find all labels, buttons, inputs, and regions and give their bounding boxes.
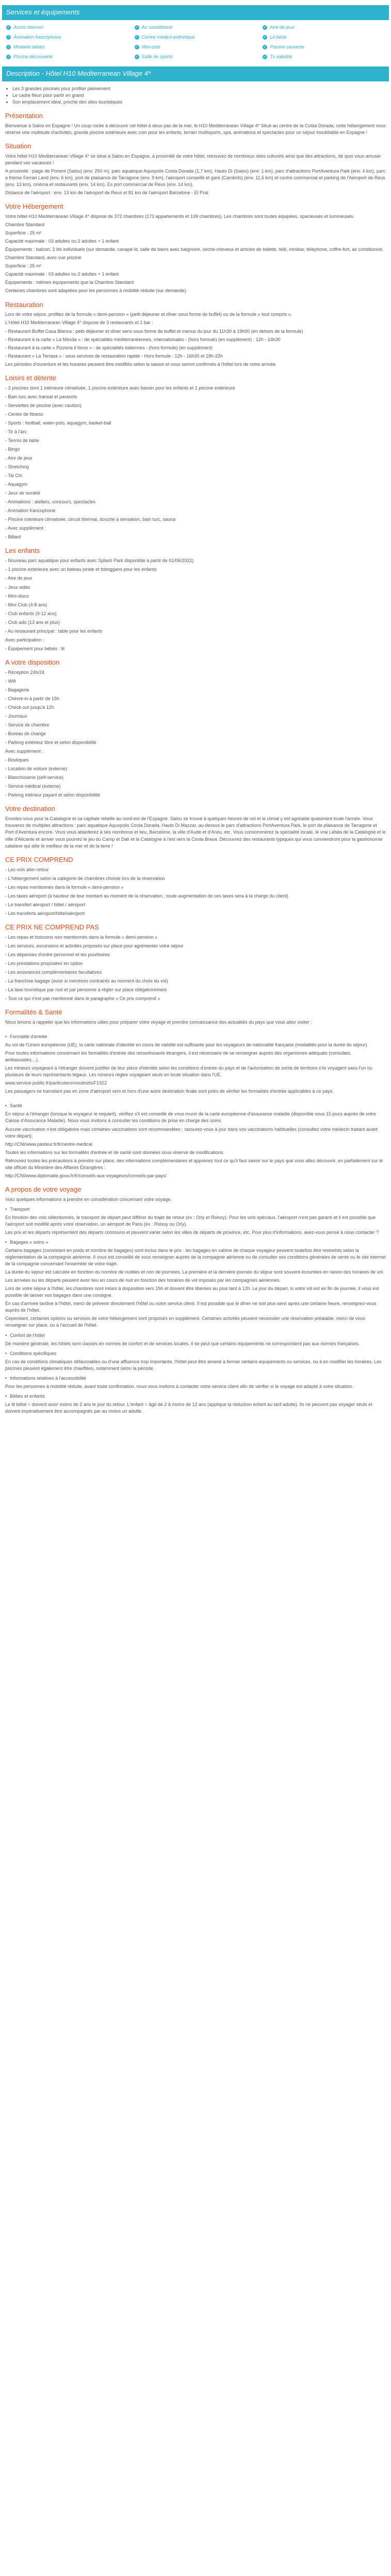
bullet-heading: • Confort de l'hôtel bbox=[5, 1332, 386, 1339]
list-item: - Service médical (externe) bbox=[5, 784, 61, 789]
list-item: - Serviettes de piscine (avec caution) bbox=[5, 402, 82, 408]
list-item: - Aire de jeux bbox=[5, 455, 32, 461]
bullet-heading: • Informations relatives à l'accessibilité bbox=[5, 1375, 386, 1382]
paragraph: Votre hôtel H10 Mediterranean Village 4* se situe à Salou en Espagne, à proximité de votre hôtel, retrouvez de nombreux sites culturels ainsi que des attractions, de quoi vous amuser pendant vos vacances ! bbox=[5, 153, 381, 165]
check-icon: ✓ bbox=[135, 25, 139, 29]
list-item: - Équipement pour bébés : lit bbox=[5, 646, 65, 651]
amenity-label: Air conditionné bbox=[141, 24, 173, 30]
section-heading: Votre destination bbox=[5, 805, 55, 813]
paragraph: Superficie : 25 m² bbox=[5, 263, 42, 269]
amenity-label: Piscine couverte bbox=[270, 44, 304, 49]
list-item: - Jeux vidéo bbox=[5, 584, 30, 590]
section-heading: CE PRIX COMPREND bbox=[5, 855, 73, 863]
list-item: - Bain turc avec transat et parasols bbox=[5, 394, 77, 399]
list-item: - Journaux bbox=[5, 714, 27, 719]
list-item: - Parking intérieur payant et selon disponibilité bbox=[5, 792, 101, 798]
amenity-item bbox=[135, 44, 258, 50]
paragraph: Distance de l'aéroport : env. 13 km de l'aéroport de Reus et 81 km de l'aéroport Barcelone - El Prat bbox=[5, 190, 208, 196]
list-item: - Bagagerie bbox=[5, 687, 29, 692]
list-item: - La franchise bagage (avoir si membres contraints au moment du choix du vol) bbox=[5, 978, 168, 984]
list-item: - Les vols aller-retour bbox=[5, 867, 49, 872]
list-item: - Blanchisserie (self-service) bbox=[5, 775, 64, 781]
paragraph: En séjour à l'étranger (lorsque le voyageur le requiert), vérifiez s'il est conseillé de vous munir de la carte européenne d'assurance maladie (disponible sous 15 jours auprès de votre Caisse d'Assurance Maladie). Nous vous invitons à consulter les conditions de prise en charge des soins. bbox=[5, 1111, 377, 1124]
paragraph: A proximité : plage de Ponent (Salou) (env. 250 m), parc aquatique Aquopolis Costa Dorada (1,7 km), Hauts Di (Salou) (env. 1 km), parc d'attractions PortAventura Park (env. 4 km), parc a thème Ferrari Land (env. 6 km), port de plaisance de Tarragone (env. 9 km), l'aéroport conseillé et gare (Cambrils) (env. 11,6 km) et centre commercial et parking de l'Aéroport de Reus (env. 13 km), cinéma et restaurants (env. 14 km), Es port commercial de Reus (env. 14 km). bbox=[5, 168, 386, 188]
amenity-label: Animation francophone bbox=[13, 34, 61, 40]
paragraph: Superficie : 25 m² bbox=[5, 230, 42, 236]
amenity-label: Salle de sports bbox=[141, 54, 173, 59]
amenity-label: Accès Internet bbox=[13, 24, 43, 30]
paragraph: Votre hôtel H10 Mediterranean Village 4* dispose de 372 chambres (173 appartements et 199 chambres). Les chambres sont toutes équipées, spacieuses et lumineuses. bbox=[5, 214, 354, 219]
highlight-item: • Le cadre fleuri pour partir en grand bbox=[12, 92, 386, 99]
highlight-item: • Son emplacement idéal, proche des sites touristiques bbox=[12, 99, 386, 106]
amenity-item bbox=[263, 54, 386, 60]
list-item: - Bingo bbox=[5, 446, 20, 452]
paragraph: Bienvenue à Salou en Espagne ! Un coup rocke à découvrir cet hôtel à deux pas de la mer, le H10 Mediterranean Village 4* Situé au centre de la Costa Dorada, cette hébergement vous réserve une multitude d'activités, grande piscine extérieure avec coin pour les enfants, terrain multisports, spa, animations et spectacles pour un séjour inoubliable en Espagne ! bbox=[5, 123, 386, 135]
list-item: - Les services, excursions et activités proposés sur place pour agrémenter votre séjour bbox=[5, 943, 184, 948]
paragraph: Les prix et les départs représentent des départs communs et peuvent varier selon les villes de départs de province, etc. Pour plus d'informations, avez-vous pensé à nous contacter ? bbox=[5, 1229, 379, 1235]
section-heading: Loisirs et détente bbox=[5, 374, 57, 382]
list-item: - Club enfants (9-12 ans) bbox=[5, 611, 57, 616]
list-item: - Stretching bbox=[5, 464, 29, 470]
item-list bbox=[5, 934, 386, 1002]
list-item: - Animation francophone bbox=[5, 508, 56, 514]
paragraph: Chambre Standard bbox=[5, 222, 45, 228]
check-icon: ✓ bbox=[135, 35, 139, 39]
paragraph: Pour toutes informations concernant les formalités d'entrée des ressortissants étrangers, il est nécessaire de se renseigner auprès des organismes adéquats (consulats, ambassades…). bbox=[5, 1050, 352, 1063]
paragraph: - Restaurant Buffet Casa Blanca : petit-déjeuner et dîner servi sous forme de buffet et menus du jour du 11h30 à 19h00 (en dehors de la formule) bbox=[5, 328, 303, 334]
list-item: - Les prestations proposées en option bbox=[5, 960, 83, 966]
list-item: - Parking extérieur libre et selon disponibilité bbox=[5, 740, 96, 745]
list-item: - Piscine intérieure climatisée, circuit thermal, douche à sensation, bain turc, sauna bbox=[5, 517, 176, 522]
list-item: - Aquagym bbox=[5, 482, 28, 487]
paragraph: Lors de votre séjour, profitez de la formule « demi-pension » (petit déjeuner et dîner sous forme de buffet) ou de la formule « tout compris ». bbox=[5, 312, 292, 317]
bullet-heading: • Bagages « soins » bbox=[5, 1239, 386, 1246]
paragraph: Retrouvez toutes les précautions à prendre sur place, des informations complémentaires et apprenez tout ce qu'il faut savoir sur le pays que vous allez découvrir, en parfaitement sur le site officiel du Ministère des Affaires Étrangères : bbox=[5, 1158, 383, 1170]
section-heading: Restauration bbox=[5, 300, 43, 309]
amenity-item bbox=[6, 54, 129, 60]
section-heading: Formalités & Santé bbox=[5, 1008, 62, 1016]
paragraph: Au vol de l'Union européenne (UE), la carte nationale d'identité en cours de validité est suffisante pour les voyageurs de nationalité française (modalités pour la durée du séjour). bbox=[5, 1042, 369, 1048]
paragraph: Cependant, certaines options ou services de votre hébergement sont proposés en supplément. Certaines activités peuvent nécessiter une réservation préalable, merci de vous renseigner sur place, ou à l'accueil de l'hôtel. bbox=[5, 1316, 365, 1328]
paragraph: Équipements : mêmes équipements que la Chambre Standard bbox=[5, 280, 134, 285]
list-item: - Aire de jeux bbox=[5, 575, 32, 581]
paragraph: Aucune vaccination n'est obligatoire mais certaines vaccinations sont recommandées : rassurez-vous à jour dans vos vaccinations habituelles (consultez votre médecin traitant avant votre départ). bbox=[5, 1126, 378, 1139]
list-item: - Boutiques bbox=[5, 757, 29, 763]
amenity-label: Piscine découverte bbox=[13, 54, 53, 59]
list-item: - Le transfert aéroport / hôtel / aéroport bbox=[5, 902, 86, 907]
paragraph: Le lit bébé = doivent avoir moins de 2 ans le jour du retour. L'enfant = âgé de 2 à moins de 12 ans (applique la réduction enfant au tarif adulte). Ils ne peuvent pas voyager seuls et doivent impérativement être accompagnés par au moins un adulte. bbox=[5, 1401, 372, 1414]
paragraph: En cas de conditions climatiques défavorables ou d'une affluence trop importante, l'hôtel peut être amené à fermer certains équipements ou services, ou à en modifier les horaires. Les piscines peuvent également être chauffées, notamment selon la période. bbox=[5, 1359, 382, 1371]
check-icon: ✓ bbox=[135, 45, 139, 49]
check-icon: ✓ bbox=[263, 55, 267, 59]
list-item: - Centre de fitness bbox=[5, 411, 43, 417]
list-item: - Tennis de table bbox=[5, 437, 39, 443]
paragraph: http://CNI/www.pasteur.fr/fr/centre-medical bbox=[5, 1141, 93, 1147]
paragraph bbox=[5, 1027, 386, 1030]
list-item: - Jeux de société bbox=[5, 490, 41, 496]
paragraph: En fonction des vols sélectionnés, le transport de départ peut différer du trajet de retour (ex : Orly et Roissy). Pour les vols spéciaux, l'aéroport n'est pas garanti et il est possible que l'aéroport soit modifié après votre réservation, un aéroport de Paris (ex : Roissy ou Orly). bbox=[5, 1214, 376, 1227]
paragraph: Capacité maximale : 03 adultes ou 2 adultes + 1 enfant bbox=[5, 272, 119, 277]
list-item: - L'hébergement selon la catégorie de chambres choisie lors de la réservation bbox=[5, 875, 165, 881]
paragraph: Les périodes d'ouverture et les horaires peuvent être modifiés selon la saison et vous seront confirmés à l'hôtel lors de votre arrivée. bbox=[5, 361, 277, 367]
list-item: - Tir à l'arc bbox=[5, 429, 27, 434]
paragraph: La durée du séjour est calculée en fonction du nombre de nuitées et non de journées. La première et la dernière journée du séjour sont souvent écourtées en raison des horaires de vol. bbox=[5, 1269, 384, 1275]
bullet-heading: • Transport bbox=[5, 1206, 386, 1213]
item-list bbox=[5, 867, 386, 917]
amenities-grid bbox=[0, 20, 391, 64]
list-item: - Animations : ateliers, concours, spectacles bbox=[5, 499, 96, 505]
amenity-label: Aire de jeux bbox=[270, 24, 295, 30]
list-item: - 1 piscine extérieure avec un bateau pirate et toboggans pour les enfants bbox=[5, 567, 157, 572]
item-list bbox=[5, 394, 386, 541]
section-heading: Situation bbox=[5, 142, 31, 150]
paragraph: Nous tenons à rappeler que les informations utiles pour préparer votre voyage et prendre connaissance des actualités du pays que vous allez visiter : bbox=[5, 1019, 312, 1025]
check-icon: ✓ bbox=[7, 55, 10, 59]
list-item: - Wifi bbox=[5, 678, 16, 684]
list-item: - Au restaurant principal : table pour les enfants bbox=[5, 628, 103, 634]
description-title: Description - Hôtel H10 Mediterranean Village 4* bbox=[2, 66, 389, 81]
paragraph: Chambre Standard, avec vue piscine bbox=[5, 255, 82, 261]
section-heading: Les enfants bbox=[5, 547, 40, 555]
paragraph: http://CNI/www.diplomatie.gouv.fr/fr/conseils-aux-voyageurs/conseils-par-pays/ bbox=[5, 1173, 167, 1178]
amenity-label: Mini club bbox=[141, 44, 160, 49]
check-icon: ✓ bbox=[135, 55, 139, 59]
paragraph: Envolez-vous pour la Catalogne et sa capitale rebelle au nord-est de l'Espagne. Salou se trouve à quelques heures de vol et le climat y est agréable quasiment toute l'année. Vous trouverez de multiples attractions : parc aquatique Aquopolis Costa Dorada, Hauts Di Mazzar, au-dessus le parc d'attractions PortAventura Park, le port de plaisance de Tarragone et Port d'Aventura encore. Vous vous attarderez à ses nombreux et lieu, Barcelone, la ville d'Aude et d'Arxiu, etc. Vous consommerez la spécialité locale, le vrai Lafata de la Catalogne et le ville d'Alicante et arriver vous pourrez le jeu du Camp et Dalí et la Catalogne à l'est vers la Costa Brava. Découvrez des restaurants typiques qui vous conviendront pour la gastronomie catalane qui allie le meilleur de la mer et de la terre ! bbox=[5, 816, 386, 849]
section-heading: A propos de votre voyage bbox=[5, 1185, 82, 1193]
amenity-item bbox=[263, 24, 386, 31]
amenity-label: Modalité bébés bbox=[13, 44, 45, 49]
check-icon: ✓ bbox=[263, 35, 267, 39]
list-item: - Chèvre-in à partir de 15h bbox=[5, 696, 60, 701]
item-list bbox=[5, 566, 386, 652]
section-heading: Votre Hébergement bbox=[5, 202, 63, 211]
list-item: - Les dépenses d'ordre personnel et les pourboires bbox=[5, 952, 110, 957]
amenity-label: Tv satellite bbox=[270, 54, 292, 59]
list-item: - Club ado (13 ans et plus) bbox=[5, 619, 60, 625]
amenity-item bbox=[6, 24, 129, 31]
bullet-heading: • Conditions spécifiques bbox=[5, 1350, 386, 1357]
amenity-item bbox=[135, 34, 258, 41]
paragraph: - Restaurant « La Terraza » : sous services de restauration rapide - Hors formule : 12h - 16h30 et 18h-22h bbox=[5, 353, 223, 359]
list-item: Avec participation : bbox=[5, 637, 44, 642]
check-icon: ✓ bbox=[7, 35, 10, 39]
section-heading: CE PRIX NE COMPREND PAS bbox=[5, 923, 99, 931]
paragraph: Les arrivées ou les départs peuvent avoir lieu en cours de nuit en fonction des horaires de vol imposés par les compagnies aériennes. bbox=[5, 1278, 281, 1283]
list-item: - Avec supplément : bbox=[5, 526, 46, 531]
amenity-item bbox=[263, 34, 386, 41]
paragraph: L'Hôtel H10 Mediterranean Village 4* dispose de 3 restaurants et 1 bar : bbox=[5, 320, 153, 326]
paragraph: Capacité maximale : 03 adultes ou 2 adultes + 1 enfant bbox=[5, 239, 119, 244]
list-item: - Billard bbox=[5, 534, 21, 540]
list-item: - Mini Club (4-8 ans) bbox=[5, 602, 47, 607]
paragraph: - Restaurant à la carte « La Mèsda » : de spécialités méditerranéennes, internationales - (hors formule) (en supplément) : 12h - 14h30 bbox=[5, 336, 281, 342]
amenity-item bbox=[6, 44, 129, 50]
paragraph: Les mineurs voyageant à l'étranger doivent justifier de leur pièce d'identité selon les conditions d'entrée du pays et de l'autorisation de sortie de territoire s'ils voyagent sans l'un ou plusieurs de leurs représentants légaux. Les mineurs règles voyageant seuls en toute situation dans l'UE. bbox=[5, 1065, 372, 1078]
list-item: - Les taxes aéroport (à hauteur de leur montant au moment de la réservation ; toute augmentation de ces taxes sera à la charge du client) bbox=[5, 893, 288, 899]
list-item: - Les repas et boissons non mentionnés dans la formule « demi-pension » bbox=[5, 934, 158, 940]
list-item: - Service de chambre bbox=[5, 722, 50, 728]
check-icon: ✓ bbox=[263, 25, 267, 29]
bullet-heading: • Santé bbox=[5, 1103, 386, 1109]
paragraph: Équipements : balcon, 2 lits individuels (sur demande, canapé-lit, salle de bains avec baignoire, sèche-cheveux et articles de toilette, télé, minibar, téléphone, coffre-fort, air conditionné. bbox=[5, 247, 384, 252]
amenity-item bbox=[135, 54, 258, 60]
list-item: - Location de voiture (externe) bbox=[5, 766, 68, 772]
amenity-item bbox=[6, 34, 129, 41]
highlights-list bbox=[5, 86, 386, 106]
paragraph: - Restaurant à la carte « Pizzeria il forno » : de spécialités italiennes - (hors formule) (en supplément) bbox=[5, 345, 213, 350]
section-heading: Présentation bbox=[5, 112, 43, 120]
list-item: - Sports : football, water-polo, aquagym, basket-ball bbox=[5, 420, 111, 426]
list-item: Avec supplément : bbox=[5, 749, 43, 754]
paragraph: - Nouveau parc aquatique pour enfants avec Splash Park disponible à partir de 01/06/2022) bbox=[5, 558, 194, 564]
paragraph: Certains bagages (consistant en poids et nombre de bagages) sont inclus dans le prix : les bagages en cabine de chaque voyageur peuvent toutefois être restreints selon la réglementation de la compagnie aérienne. Il vous est conseillé de vous renseigner auprès de la compagnie aérienne ou de consulter ses conditions générales de vente ou le site internet de la compagnie concernant l'ensemble de votre trajet. bbox=[5, 1248, 386, 1267]
list-item: - Tout ce qui n'est pas mentionné dans le paragraphe « Ce prix comprend » bbox=[5, 996, 160, 1001]
paragraph: - 3 piscines dont 1 intérieure climatisée, 1 piscine extérieure avec bassin pour les enfants et 1 piscine extérieure bbox=[5, 385, 235, 391]
paragraph: Toutes les informations sur les formalités d'entrée et de santé sont données sous réserve de modifications. bbox=[5, 1149, 224, 1155]
item-list bbox=[5, 669, 386, 799]
highlight-item: • Les 3 grandes piscines pour profiter pleinement bbox=[12, 86, 386, 92]
amenity-label: Lit bébé bbox=[270, 34, 287, 40]
amenity-label: Centre médico-esthétique bbox=[141, 34, 195, 40]
bullet-heading: • Formalité d'entrée bbox=[5, 1033, 386, 1040]
services-title: Services et équipements bbox=[2, 5, 389, 20]
list-item: - Les transferts aéroport/hôtel/aéroport bbox=[5, 910, 85, 916]
description-sections bbox=[5, 112, 386, 1415]
list-item: - Les assurances complémentaires facultatives bbox=[5, 969, 102, 975]
paragraph bbox=[5, 1096, 386, 1099]
list-item: - Les repas mentionnés dans la formule « demi-pension » bbox=[5, 884, 124, 890]
bullet-heading: • Bébés et enfants bbox=[5, 1393, 386, 1400]
paragraph: De manière générale, les hôtels sont classés en normes de confort et de services locales. Il se peut que certains équipements ne correspondent pas aux normes françaises. bbox=[5, 1341, 360, 1346]
paragraph: Les passagers ne transitant pas en zone d'aéroport vers et hors d'une autre destination finale sont priés de vérifier les formalités d'entrée applicables à ce pays. bbox=[5, 1089, 334, 1094]
paragraph: Lors de votre séjour à l'hôtel, les chambres sont mises à disposition vers 15h et doivent être libérées au plus tard à 12h. Le jour du départ, si votre vol est en fin de journée, il vous est possible de laisser vos bagages dans une consigne. bbox=[5, 1286, 379, 1298]
section-heading: A votre disposition bbox=[5, 658, 60, 666]
paragraph: Pour les personnes à mobilité réduite, avant toute confirmation, nous vous invitons à contacter votre service client afin de vérifier si le voyage est adapté à votre situation. bbox=[5, 1383, 353, 1389]
amenity-item bbox=[135, 24, 258, 31]
paragraph: www.service-public.fr/particuliers/vosdroits/F1922 bbox=[5, 1080, 107, 1086]
paragraph: Voici quelques informations à prendre en considération concernant votre voyage. bbox=[5, 1196, 172, 1202]
paragraph: Certaines chambres sont adaptées pour les personnes à mobilité réduite (sur demande). bbox=[5, 288, 188, 294]
list-item: - Check-out jusqu'à 12h bbox=[5, 704, 54, 710]
list-item: - Bureau de change bbox=[5, 731, 46, 737]
list-item: - Tai Chi bbox=[5, 473, 22, 479]
check-icon: ✓ bbox=[263, 45, 267, 49]
check-icon: ✓ bbox=[7, 45, 10, 49]
list-item: - La taxe touristique par nuit et par personne à régler sur place obligatoirement bbox=[5, 987, 167, 992]
check-icon: ✓ bbox=[7, 25, 10, 29]
description-content bbox=[0, 81, 391, 1415]
list-item: - Mini-disco bbox=[5, 593, 29, 599]
list-item: - Réception 24h/24 bbox=[5, 669, 45, 675]
paragraph: En cas d'arrivée tardive à l'hôtel, merci de prévenir directement l'hôtel ou notre service client. Il est possible que le dîner ne soit plus servi après une certaine heure, renseignez-vous auprès de l'hôtel. bbox=[5, 1301, 377, 1313]
amenity-item bbox=[263, 44, 386, 50]
